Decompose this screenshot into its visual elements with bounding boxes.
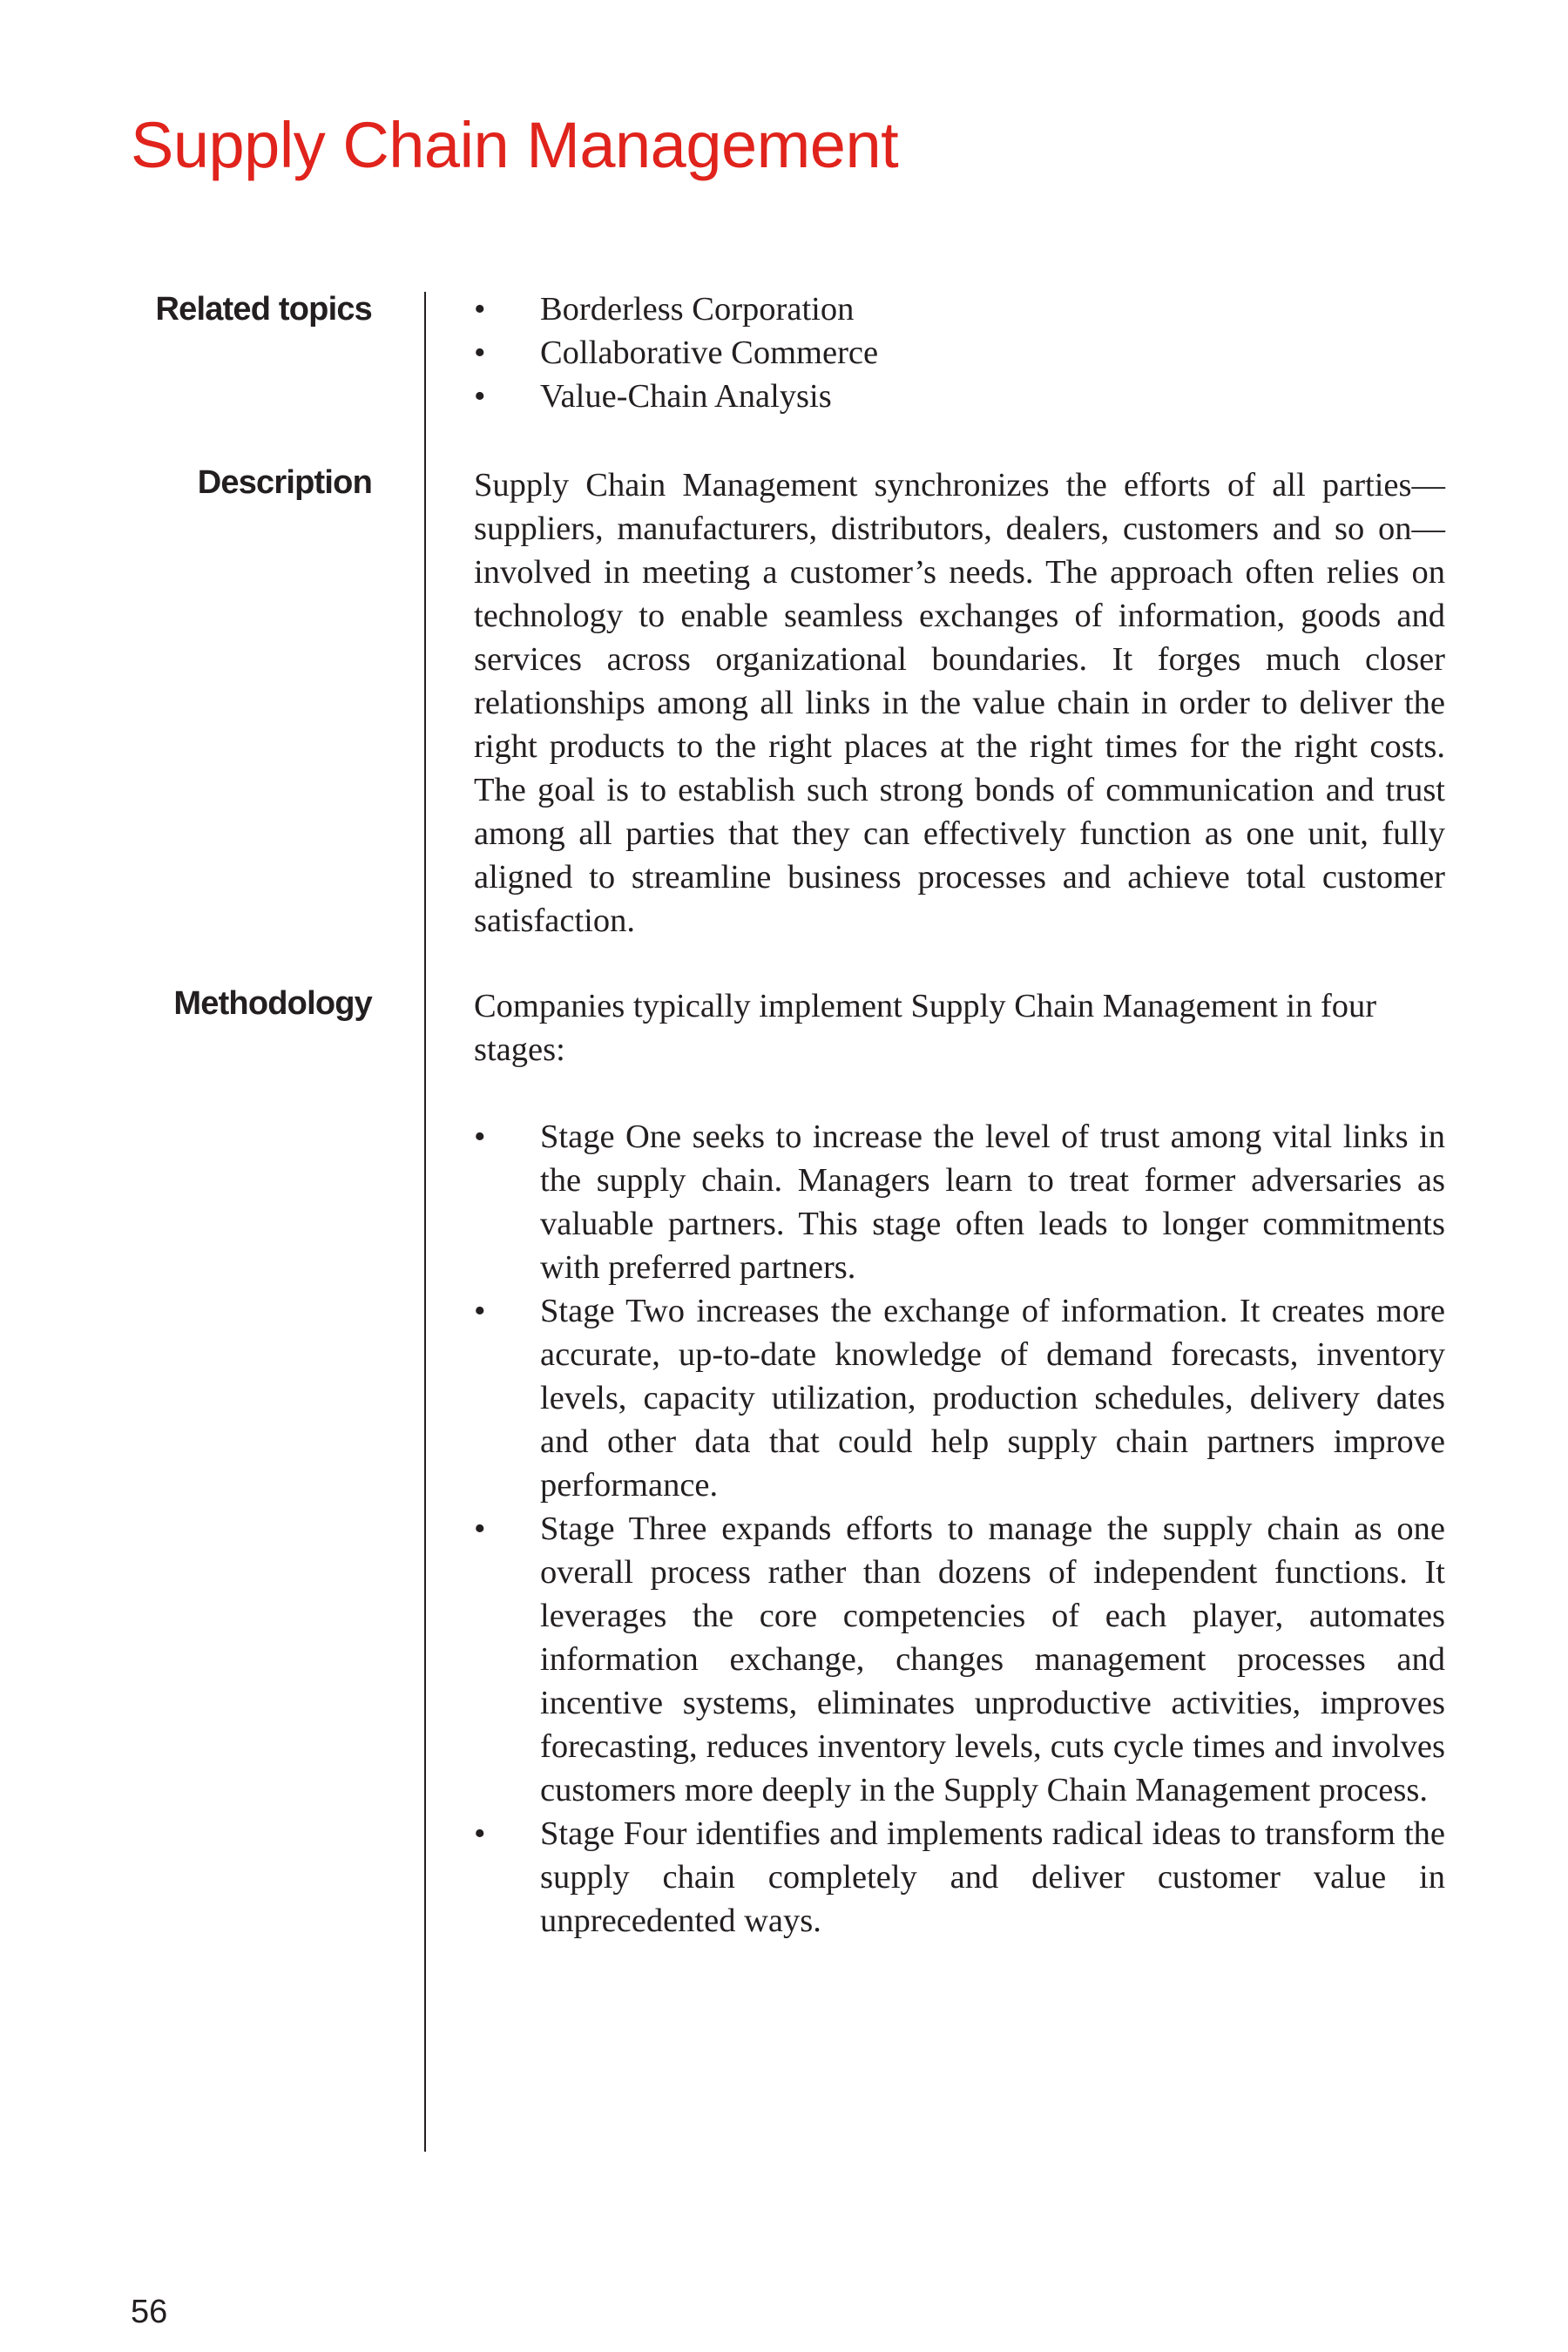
stage-text: Stage One seeks to increase the level of trust among vital links in the supply chain. Managers learn to treat former adversaries as valuable partners. This stage often leads to longer commitments with preferred partners. [540,1119,1445,1286]
stage-text: Stage Four identifies and implements radical ideas to transform the supply chain completely and deliver customer value in unprecedented ways. [540,1815,1445,1939]
stage-item [474,1289,1445,1507]
stage-item [474,1115,1445,1289]
description-text: Supply Chain Management synchronizes the efforts of all parties—suppliers, manufacturers, distributors, dealers, customers and so on—involved in meeting a customer’s needs. The approach often relies on technology to enable seamless exchanges of information, goods and services across organizational boundaries. It forges much closer relationships among all links in the value chain in order to deliver the right products to the right places at the right times for the right costs. The goal is to establish such strong bonds of communication and trust among all parties that they can effectively function as one unit, fully aligned to streamline business processes and achieve total customer satisfaction. [474,467,1445,939]
methodology-stages-list [474,1115,1445,1943]
description-label: Description [197,464,372,501]
stage-text: Stage Two increases the exchange of information. It creates more accurate, up-to-date knowledge of demand forecasts, inventory levels, capacity utilization, production schedules, delivery dates and other data that could help supply chain partners improve performance. [540,1293,1445,1504]
bullet-icon: • [474,378,486,415]
related-topics-list [474,287,1445,418]
methodology-intro: Companies typically implement Supply Chain Management in four stages: [474,988,1377,1068]
related-topics-label: Related topics [155,291,372,328]
stage-item [474,1812,1445,1943]
description-block [474,463,1445,943]
related-topics-list-container [474,287,1445,418]
bullet-icon: • [474,335,486,371]
page-title: Supply Chain Management [131,109,899,181]
related-topic-text: Value-Chain Analysis [540,378,832,415]
page-number: 56 [131,2294,168,2330]
bullet-icon: • [474,1815,486,1852]
bullet-icon: • [474,1293,486,1329]
bullet-icon: • [474,1511,486,1547]
related-topic-item [474,375,1445,418]
stage-text: Stage Three expands efforts to manage the supply chain as one overall process rather than dozens of independent functions. It leverages the core competencies of each player, automates information exchange, changes management processes and incentive systems, eliminates unproductive activities, improves forecasting, reduces inventory levels, cuts cycle times and involves customers more deeply in the Supply Chain Management process. [540,1511,1445,1808]
bullet-icon: • [474,1119,486,1155]
section-divider-rule [424,292,426,2152]
related-topic-text: Collaborative Commerce [540,335,879,371]
bullet-icon: • [474,291,486,328]
related-topic-text: Borderless Corporation [540,291,855,328]
related-topic-item [474,331,1445,375]
methodology-block [474,984,1445,1943]
related-topic-item [474,287,1445,331]
stage-item [474,1507,1445,1812]
methodology-label: Methodology [173,985,372,1022]
